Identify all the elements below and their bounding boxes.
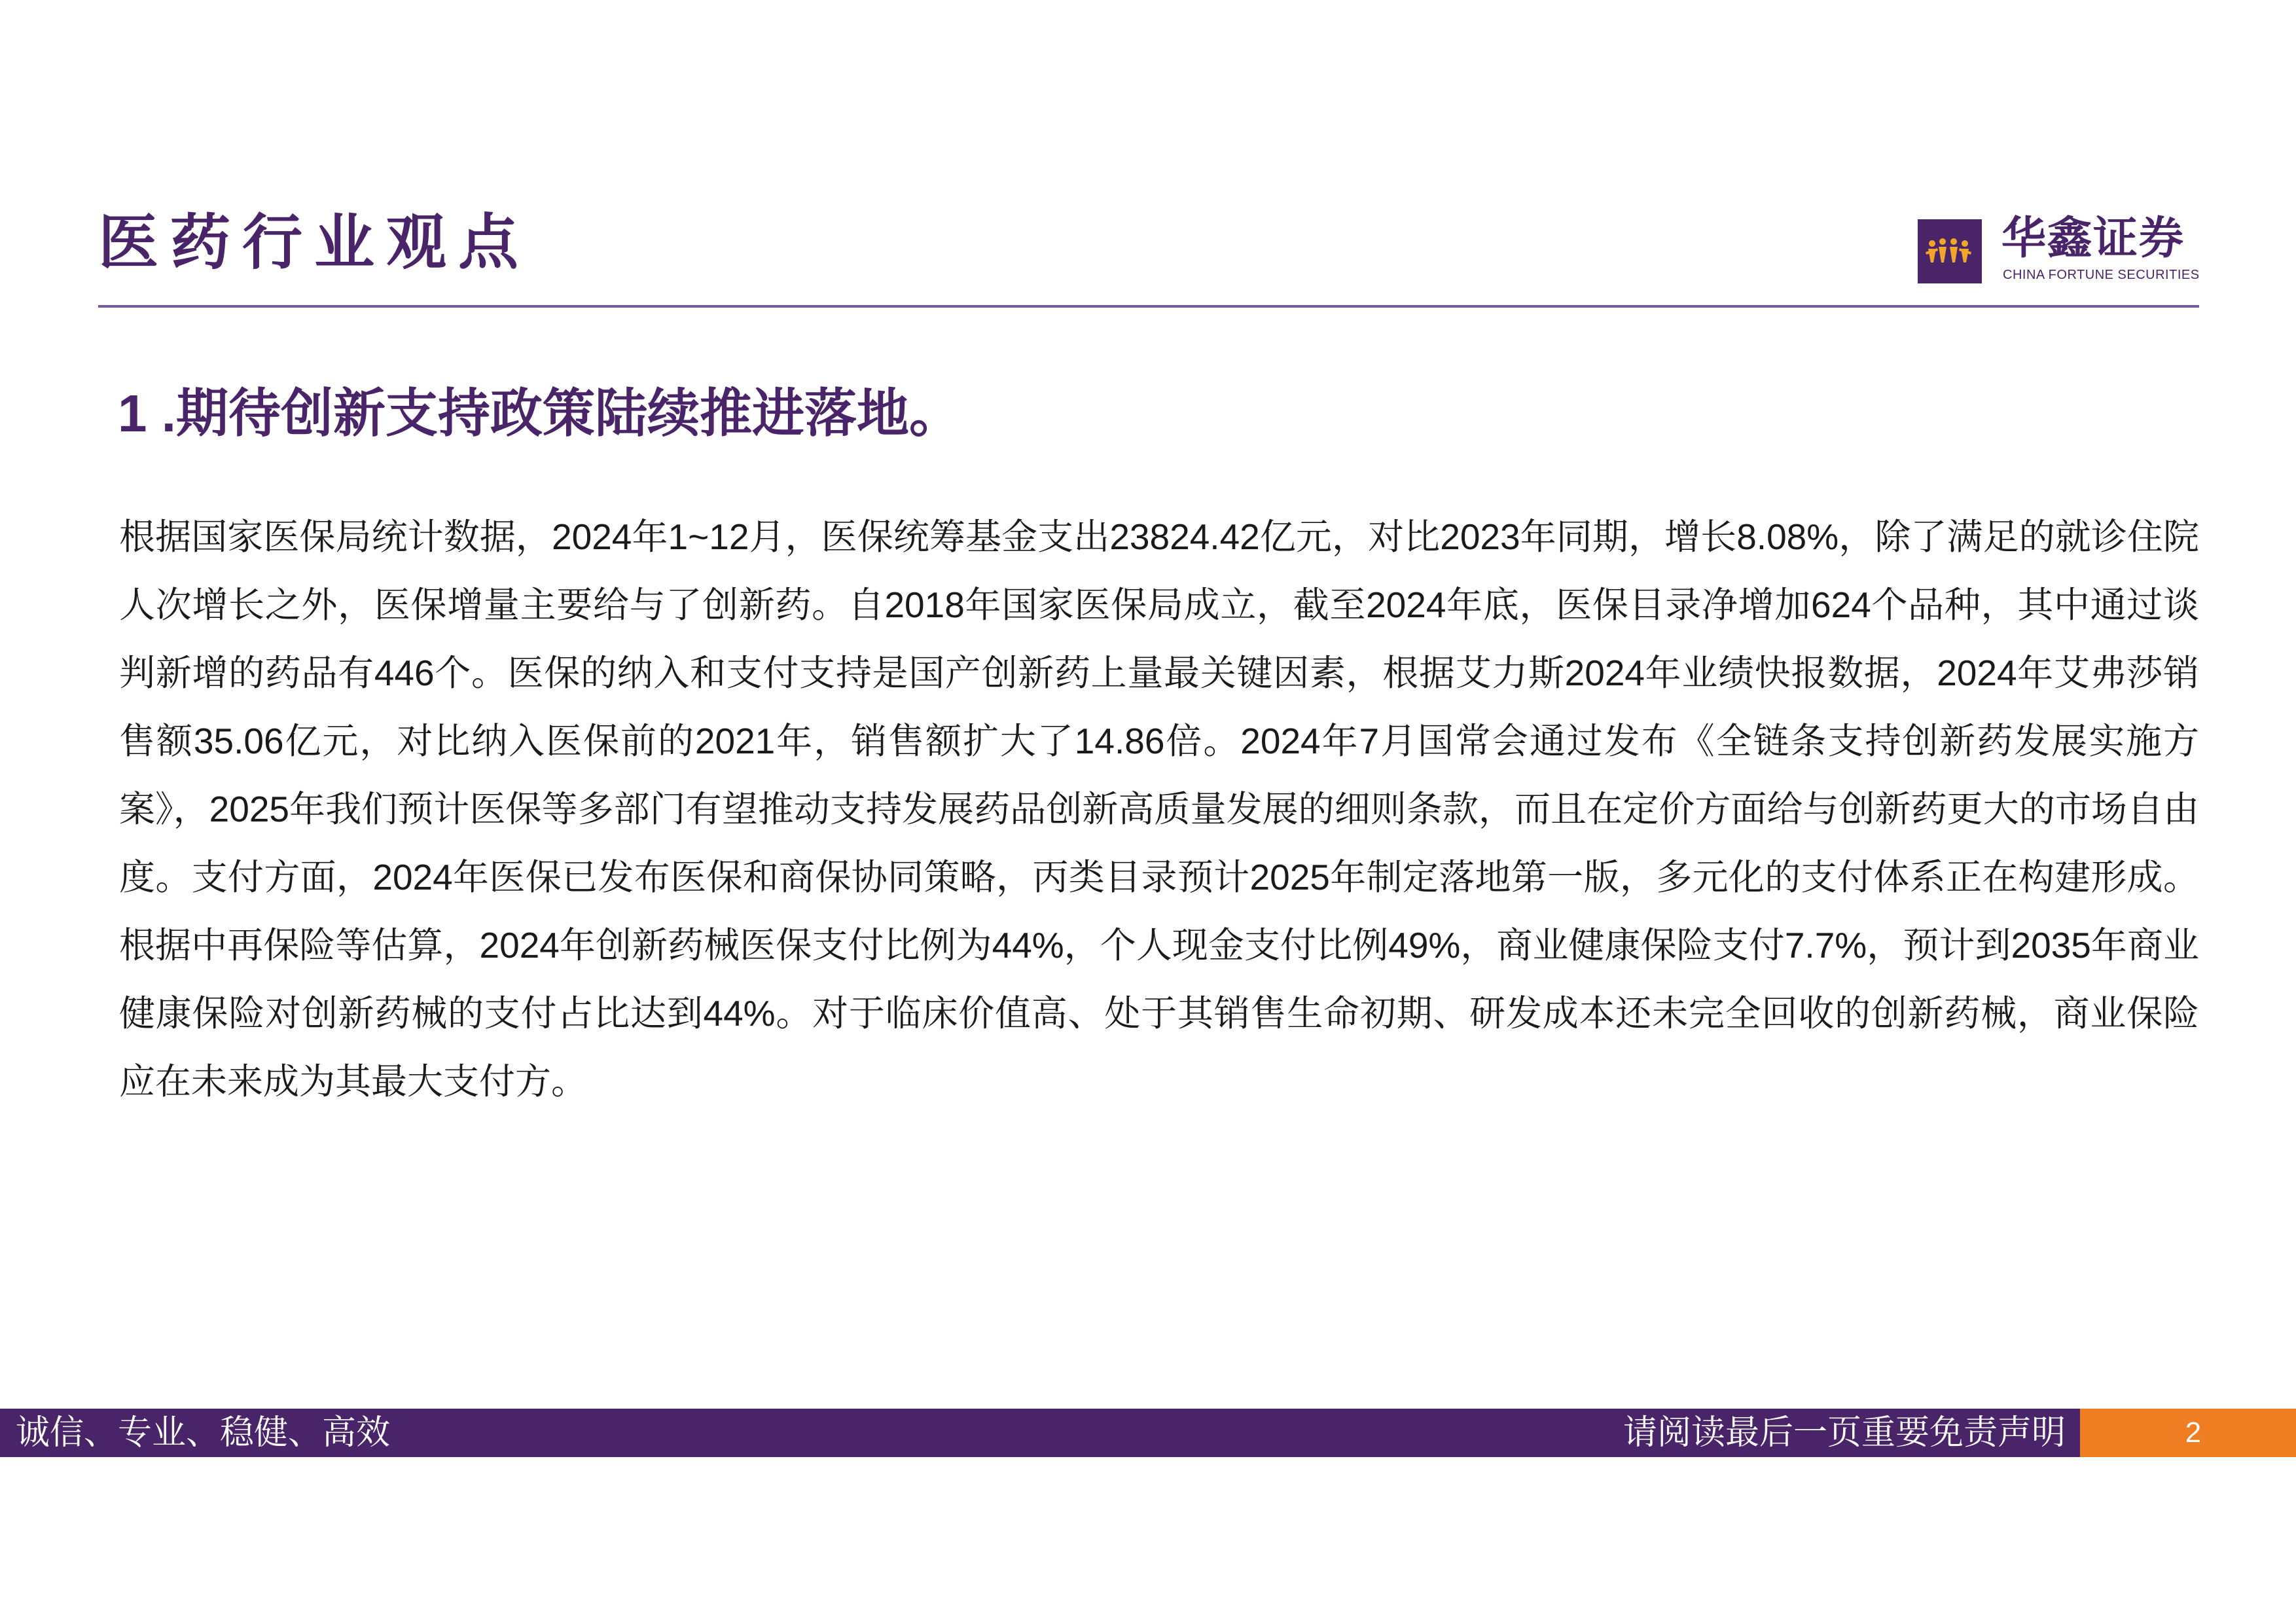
company-logo <box>1918 213 2206 288</box>
company-name-chinese: 华鑫证券 <box>2001 213 2185 263</box>
header-divider <box>98 305 2199 308</box>
page-number: 2 <box>2185 1416 2202 1449</box>
footer-slogan: 诚信、专业、稳健、高效 <box>16 1414 391 1452</box>
company-name-english: CHINA FORTUNE SECURITIES <box>2003 268 2200 282</box>
people-icon <box>1918 219 1982 283</box>
body-paragraph: 根据国家医保局统计数据，2024年1~12月，医保统筹基金支出23824.42亿元，对比2023年同期，增长8.08%，除了满足的就诊住院人次增长之外，医保增量主要给与了创新药。自2018年国家医保局成立，截至2024年底，医保目录净增加624个品种，其中通过谈判新增的药品有446个。医保的纳入和支付支持是国产创新药上量最关键因素，根据艾力斯2024年业绩快报数据，2024年艾弗莎销售额35.06亿元，对比纳入医保前的2021年，销售额扩大了14.86倍。2024年7月国常会通过发布《全链条支持创新药发展实施方案》，2025年我们预计医保等多部门有望推动支持发展药品创新高质量发展的细则条款，而且在定价方面给与创新药更大的市场自由度。支付方面，2024年医保已发布医保和商保协同策略，丙类目录预计2025年制定落地第一版，多元化的支付体系正在构建形成。根据中再保险等估算，2024年创新药械医保支付比例为44%，个人现金支付比例49%，商业健康保险支付7.7%，预计到2035年商业健康保险对创新药械的支付占比达到44%。对于临床价值高、处于其销售生命初期、研发成本还未完全回收的创新药械，商业保险应在未来成为其最大支付方。 <box>119 516 2199 1102</box>
page-title: 医药行业观点 <box>98 209 531 276</box>
footer-bar <box>0 1409 2296 1457</box>
footer-disclaimer: 请阅读最后一页重要免责声明 <box>1623 1414 2066 1452</box>
page-number-box <box>2080 1409 2296 1457</box>
section-heading: 1 .期待创新支持政策陆续推进落地。 <box>118 384 961 442</box>
